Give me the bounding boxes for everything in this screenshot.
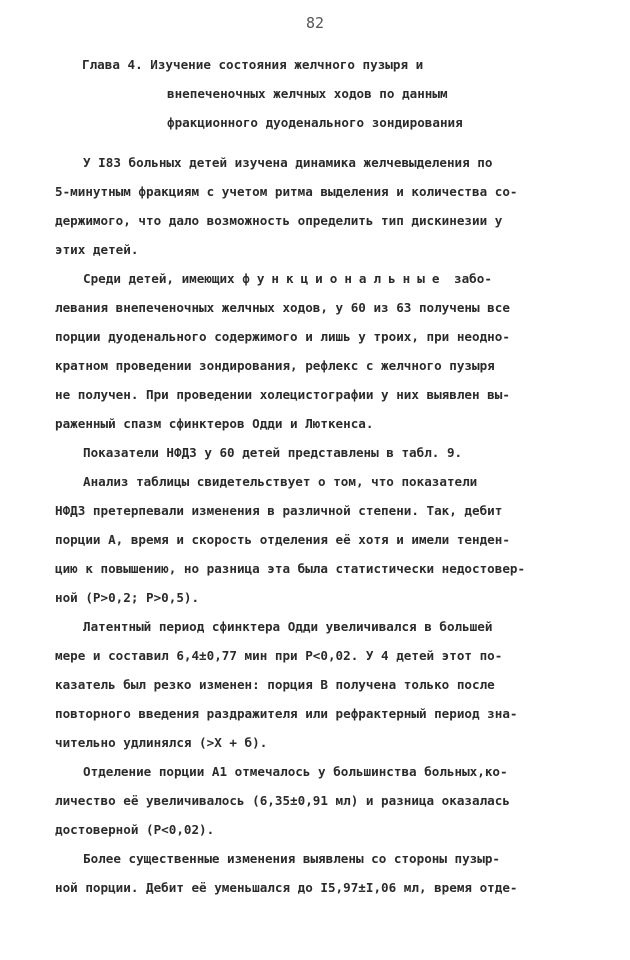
paragraph (55, 612, 595, 757)
text-line: повторного введения раздражителя или рефрактерный период зна- (55, 706, 518, 721)
paragraph (55, 264, 595, 438)
heading-line: внепеченочных желчных ходов по данным (167, 86, 448, 101)
text-fragment: Среди детей, имеющих (83, 271, 235, 286)
paragraph (55, 148, 595, 264)
text-line: раженный спазм сфинктеров Одди и Люткенса. (55, 416, 374, 431)
text-line: порции А, время и скорость отделения её хотя и имели тенден- (55, 532, 510, 547)
text-line: не получен. При проведении холецистографии у них выявлен вы- (55, 387, 510, 402)
text-line: кратном проведении зондирования, рефлекс с желчного пузыря (55, 358, 495, 373)
paragraph (55, 467, 595, 612)
page-number: 82 (305, 14, 325, 32)
text-line: чительно удлинялся (>Х + б). (55, 735, 268, 750)
text-line: 5-минутным фракциям с учетом ритма выделения и количества со- (55, 184, 518, 199)
text-line: НФДЗ претерпевали изменения в различной степени. Так, дебит (55, 503, 503, 518)
text-line: личество её увеличивалось (6,35±0,91 мл) и разница оказалась (55, 793, 510, 808)
body-text (55, 148, 595, 902)
text-line: У I83 больных детей изучена динамика желчевыделения по (83, 155, 493, 170)
text-line: Отделение порции А1 отмечалось у большинства больных,ко- (83, 764, 508, 779)
text-line: Более существенные изменения выявлены со стороны пузыр- (83, 851, 501, 866)
paragraph (55, 844, 595, 902)
text-line: цию к повышению, но разница эта была статистически недостовер- (55, 561, 526, 576)
text-line: Анализ таблицы свидетельствует о том, что показатели (83, 474, 478, 489)
chapter-heading (82, 50, 602, 137)
text-fragment: забо- (454, 271, 492, 286)
text-line: порции дуоденального содержимого и лишь у троих, при неодно- (55, 329, 510, 344)
text-line: ной порции. Дебит её уменьшался до I5,97±I,06 мл, время отде- (55, 880, 518, 895)
text-line: этих детей. (55, 242, 139, 257)
paragraph (55, 438, 595, 467)
heading-line: фракционного дуоденального зондирования (167, 115, 463, 130)
text-line: мере и составил 6,4±0,77 мин при Р<0,02. У 4 детей этот по- (55, 648, 503, 663)
text-line: Показатели НФДЗ у 60 детей представлены в табл. 9. (83, 445, 463, 460)
text-line: достоверной (Р<0,02). (55, 822, 215, 837)
text-line: левания внепеченочных желчных ходов, у 60 из 63 получены все (55, 300, 510, 315)
spaced-emphasis: функциональные (242, 271, 447, 286)
text-line: ной (Р>0,2; Р>0,5). (55, 590, 200, 605)
text-line: казатель был резко изменен: порция В получена только после (55, 677, 495, 692)
paragraph (55, 757, 595, 844)
text-line: держимого, что дало возможность определить тип дискинезии у (55, 213, 503, 228)
heading-line: Глава 4. Изучение состояния желчного пузыря и (82, 57, 424, 72)
text-line: Латентный период сфинктера Одди увеличивался в большей (83, 619, 493, 634)
